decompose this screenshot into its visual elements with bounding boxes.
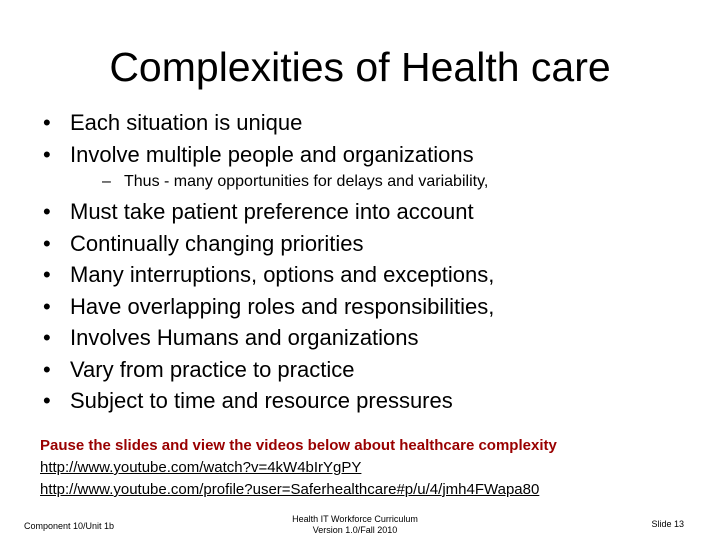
footer-slide-number: Slide 13 (651, 519, 684, 529)
footer-curriculum (240, 514, 470, 536)
sub-bullet (102, 172, 488, 192)
bullet-item (0, 291, 494, 323)
bullet-text: Involve multiple people and organizations (70, 141, 474, 167)
bullet-text: Many interruptions, options and exceptions, (70, 262, 495, 287)
bullet-item (0, 259, 494, 291)
bullet-dot-icon: • (43, 356, 51, 382)
bullet-text: Subject to time and resource pressures (70, 388, 453, 413)
dash-icon: – (102, 173, 111, 190)
bullet-text: Must take patient preference into account (70, 199, 474, 224)
bullet-dot-icon: • (43, 141, 51, 167)
bullet-item (0, 385, 494, 417)
footer-curriculum-line2: Version 1.0/Fall 2010 (312, 525, 398, 535)
bullet-item (0, 228, 494, 260)
bullet-dot-icon: • (43, 325, 51, 350)
slide-title: Complexities of Health care (109, 44, 611, 90)
footer-component-label: Component 10/Unit 1b (24, 521, 115, 531)
bullet-dot-icon: • (43, 230, 51, 256)
bullet-dot-icon: • (43, 293, 51, 319)
bullet-item (0, 196, 494, 228)
bullet-dot-icon: • (43, 262, 51, 287)
bullet-text: Vary from practice to practice (70, 356, 355, 382)
bullet-dot-icon: • (43, 388, 51, 413)
bullet-text: Each situation is unique (70, 110, 303, 135)
top-bullet-list (0, 107, 474, 170)
bullet-dot-icon: • (43, 110, 51, 135)
bullet-text: Have overlapping roles and responsibilities, (70, 293, 495, 319)
bullet-text: Continually changing priorities (70, 230, 364, 256)
bottom-bullet-list (0, 196, 494, 417)
bullet-item (0, 322, 494, 354)
footer-curriculum-line1: Health IT Workforce Curriculum (292, 514, 418, 524)
bullet-item (0, 107, 474, 139)
bullet-text: Involves Humans and organizations (70, 325, 419, 350)
sub-bullet-text: Thus - many opportunities for delays and variability, (124, 173, 489, 190)
video-link-2[interactable]: http://www.youtube.com/profile?user=Saferhealthcare#p/u/4/jmh4FWapa80 (40, 481, 540, 498)
bullet-item (0, 139, 474, 171)
bullet-dot-icon: • (43, 199, 51, 224)
bullet-item (0, 354, 494, 386)
pause-instruction: Pause the slides and view the videos below about healthcare complexity (40, 437, 557, 454)
video-link-1[interactable]: http://www.youtube.com/watch?v=4kW4bIrYgPY (40, 459, 362, 476)
